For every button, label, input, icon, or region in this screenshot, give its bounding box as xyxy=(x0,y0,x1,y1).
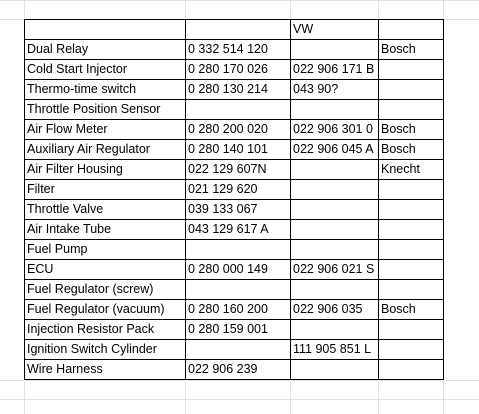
cell[interactable]: 022 906 301 0 xyxy=(291,120,379,140)
cell[interactable] xyxy=(379,320,444,340)
cell[interactable]: Air Flow Meter xyxy=(25,120,186,140)
cell[interactable]: 111 905 851 L xyxy=(291,340,379,360)
cell[interactable] xyxy=(291,160,379,180)
gridline xyxy=(0,380,479,381)
cell[interactable] xyxy=(379,340,444,360)
cell[interactable] xyxy=(291,220,379,240)
cell[interactable]: 0 280 170 026 xyxy=(186,60,291,80)
cell[interactable]: 0 280 140 101 xyxy=(186,140,291,160)
cell[interactable]: 022 906 239 xyxy=(186,360,291,380)
cell[interactable]: Auxiliary Air Regulator xyxy=(25,140,186,160)
cell[interactable]: Fuel Pump xyxy=(25,240,186,260)
cell[interactable]: 0 280 159 001 xyxy=(186,320,291,340)
table-row xyxy=(25,200,444,220)
cell[interactable] xyxy=(379,360,444,380)
cell[interactable]: Wire Harness xyxy=(25,360,186,380)
table-row xyxy=(25,240,444,260)
cell[interactable]: 039 133 067 xyxy=(186,200,291,220)
cell[interactable]: 0 332 514 120 xyxy=(186,40,291,60)
table-body xyxy=(25,20,444,380)
cell[interactable]: Thermo-time switch xyxy=(25,80,186,100)
table-row xyxy=(25,260,444,280)
cell[interactable]: Injection Resistor Pack xyxy=(25,320,186,340)
cell[interactable]: Ignition Switch Cylinder xyxy=(25,340,186,360)
table-row xyxy=(25,320,444,340)
cell[interactable] xyxy=(379,20,444,40)
cell[interactable] xyxy=(379,280,444,300)
table-row xyxy=(25,120,444,140)
cell[interactable]: 022 906 021 S xyxy=(291,260,379,280)
cell[interactable]: 022 906 035 xyxy=(291,300,379,320)
cell[interactable]: 022 906 171 B xyxy=(291,60,379,80)
table-row xyxy=(25,340,444,360)
cell[interactable]: 021 129 620 xyxy=(186,180,291,200)
cell[interactable] xyxy=(186,20,291,40)
gridline xyxy=(0,399,479,400)
cell[interactable]: Bosch xyxy=(379,40,444,60)
cell[interactable]: 043 129 617 A xyxy=(186,220,291,240)
cell[interactable] xyxy=(379,60,444,80)
table-row xyxy=(25,180,444,200)
cell[interactable] xyxy=(291,180,379,200)
cell[interactable] xyxy=(186,280,291,300)
cell[interactable] xyxy=(379,80,444,100)
table-row xyxy=(25,280,444,300)
cell[interactable]: Throttle Position Sensor xyxy=(25,100,186,120)
cell[interactable] xyxy=(379,180,444,200)
cell[interactable] xyxy=(379,100,444,120)
table-row xyxy=(25,40,444,60)
table-row xyxy=(25,60,444,80)
parts-table xyxy=(24,19,444,380)
cell[interactable]: Filter xyxy=(25,180,186,200)
cell[interactable] xyxy=(186,240,291,260)
cell[interactable]: 0 280 000 149 xyxy=(186,260,291,280)
table-row xyxy=(25,80,444,100)
cell[interactable]: Throttle Valve xyxy=(25,200,186,220)
cell[interactable] xyxy=(291,40,379,60)
cell[interactable]: Fuel Regulator (vacuum) xyxy=(25,300,186,320)
cell[interactable] xyxy=(291,100,379,120)
cell[interactable]: Bosch xyxy=(379,120,444,140)
cell[interactable] xyxy=(379,200,444,220)
cell[interactable] xyxy=(379,240,444,260)
cell[interactable]: Fuel Regulator (screw) xyxy=(25,280,186,300)
cell[interactable]: Knecht xyxy=(379,160,444,180)
cell[interactable] xyxy=(186,100,291,120)
cell[interactable]: Bosch xyxy=(379,300,444,320)
table-row xyxy=(25,100,444,120)
cell[interactable]: Air Filter Housing xyxy=(25,160,186,180)
cell[interactable]: Bosch xyxy=(379,140,444,160)
cell[interactable] xyxy=(291,360,379,380)
cell[interactable]: ECU xyxy=(25,260,186,280)
table-row xyxy=(25,360,444,380)
cell[interactable] xyxy=(379,260,444,280)
cell[interactable]: 022 129 607N xyxy=(186,160,291,180)
table-row xyxy=(25,300,444,320)
cell[interactable]: Cold Start Injector xyxy=(25,60,186,80)
cell[interactable]: 043 90? xyxy=(291,80,379,100)
cell[interactable]: 0 280 200 020 xyxy=(186,120,291,140)
cell[interactable] xyxy=(186,340,291,360)
cell[interactable] xyxy=(25,20,186,40)
table-row xyxy=(25,160,444,180)
cell[interactable] xyxy=(291,320,379,340)
cell[interactable]: 022 906 045 A xyxy=(291,140,379,160)
table-row xyxy=(25,220,444,240)
cell[interactable] xyxy=(291,200,379,220)
table-row xyxy=(25,140,444,160)
cell[interactable]: 0 280 160 200 xyxy=(186,300,291,320)
cell[interactable] xyxy=(291,240,379,260)
cell[interactable]: 0 280 130 214 xyxy=(186,80,291,100)
cell[interactable]: Air Intake Tube xyxy=(25,220,186,240)
header-row xyxy=(25,20,444,40)
cell[interactable] xyxy=(291,280,379,300)
cell[interactable] xyxy=(379,220,444,240)
cell[interactable]: VW xyxy=(291,20,379,40)
cell[interactable]: Dual Relay xyxy=(25,40,186,60)
gridline xyxy=(0,0,479,1)
